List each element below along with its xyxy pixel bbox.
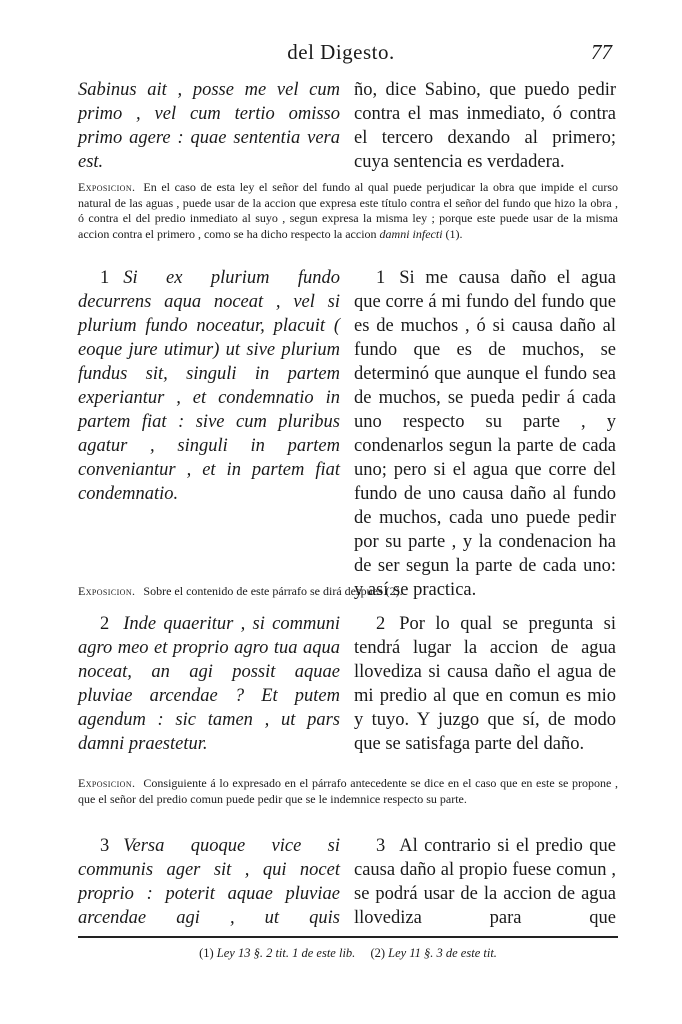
exposition-label: Exposicion. — [78, 180, 136, 194]
paragraph-number: 2 — [376, 614, 386, 634]
exposition-label: Exposicion. — [78, 584, 136, 598]
footnote-ref: (1). — [445, 226, 463, 241]
latin-text: Inde quaeritur , si communi agro meo et proprio agro tua aqua noceat, an agi possit aquae pluviae arcendae ? Et putem agendum : sic tamen , ut pars damni praestetur. — [78, 614, 340, 754]
exposition-text: Consiguiente á lo expresado en el párrafo antecedente se dice en el caso que en este se propone , que el señor del predio comun puede pedir que se le indemnice respecto su parte. — [78, 776, 618, 806]
latin-column — [78, 612, 340, 756]
page-header — [0, 40, 682, 70]
exposition-text: En el caso de esta ley el señor del fundo al qual puede perjudicar la obra que impide el curso natural de las aguas , puede usar de la accion que expresa este título contra el señor del fundo que hizo la obra , ó contra el del predio inmediato al suyo , segun expresa la misma ley ; porque este puede usar de la misma accion contra el primero , como se ha dicho respecto la accion — [78, 180, 618, 241]
spanish-text: Al contrario si el predio que causa daño al propio fuese comun , se podrá usar de la accion de agua llovediza para que — [354, 836, 616, 928]
footnote-rule — [78, 936, 618, 938]
paragraph-number: 1 — [376, 268, 386, 288]
page-number: 77 — [591, 40, 612, 64]
latin-column — [78, 78, 340, 174]
exposition-label: Exposicion. — [78, 776, 136, 790]
spanish-column — [354, 266, 616, 602]
paragraph-number: 3 — [100, 836, 110, 856]
latin-text: Versa quoque vice si communis ager sit , qui nocet proprio : poterit aquae pluviae arcendae agi , ut quis — [78, 836, 340, 928]
running-head: del Digesto. — [287, 40, 395, 64]
latin-text: Sabinus ait , posse me vel cum primo , vel cum tertio omisso primo agere : quae sententia vera est. — [78, 80, 340, 172]
text-pair — [78, 834, 618, 930]
exposition-text: Sobre el contenido de este párrafo se dirá despues (2). — [143, 584, 403, 598]
footnote-mark: (2) — [370, 946, 386, 960]
text-pair — [78, 78, 618, 174]
spanish-text: Por lo qual se pregunta si tendrá lugar la accion de agua llovediza si causa daño el agua de mi predio al que en comun es mio y tuyo. Y juzgo que sí, de modo que se satisfaga parte del daño. — [354, 614, 616, 754]
exposition-note — [78, 776, 618, 807]
footnote — [370, 946, 496, 960]
latin-column — [78, 266, 340, 506]
paragraph-number: 3 — [376, 836, 386, 856]
exposition-note — [78, 584, 618, 600]
exposition-italic: damni infecti — [379, 226, 443, 241]
footnote-ref-text: Ley 13 §. 2 tit. 1 de este lib. — [216, 946, 356, 960]
latin-column — [78, 834, 340, 930]
text-pair — [78, 612, 618, 772]
spanish-column — [354, 612, 616, 756]
paragraph-number: 1 — [100, 268, 110, 288]
spanish-text: Si me causa daño el agua que corre á mi fundo del fundo que es de muchos , ó si causa daño al fundo que es de muchos, se determinó que aunque el fundo sea de muchos, se pueda pedir á cada uno respecto su parte , y condenarlos segun la parte de cada uno; pero si el agua que corre del fundo de uno causa daño al fundo de muchos, cada uno puede pedir por su parte , y la condenacion ha de ser segun la parte de cada uno: y así se practica. — [354, 268, 616, 600]
latin-text: Si ex plurium fundo decurrens aqua noceat , vel si plurium fundo noceatur, placuit ( eoque jure utimur) ut sive plurium fundus sit, singuli in partem experiantur , et condemnatio in partem fiat : sive cum pluribus agatur , singuli in partem conveniantur , et in partem fiat condemnatio. — [78, 268, 340, 504]
spanish-column — [354, 78, 616, 174]
footnote-mark: (1) — [199, 946, 214, 960]
spanish-text: ño, dice Sabino, que puedo pedir contra el mas inmediato, ó contra el tercero dexando al primero; cuya sentencia es verdadera. — [354, 80, 616, 172]
footnotes — [78, 946, 618, 961]
exposition-note — [78, 180, 618, 242]
footnote — [199, 946, 355, 960]
spanish-column — [354, 834, 616, 930]
paragraph-number: 2 — [100, 614, 110, 634]
footnote-ref-text: Ley 11 §. 3 de este tit. — [388, 946, 497, 960]
